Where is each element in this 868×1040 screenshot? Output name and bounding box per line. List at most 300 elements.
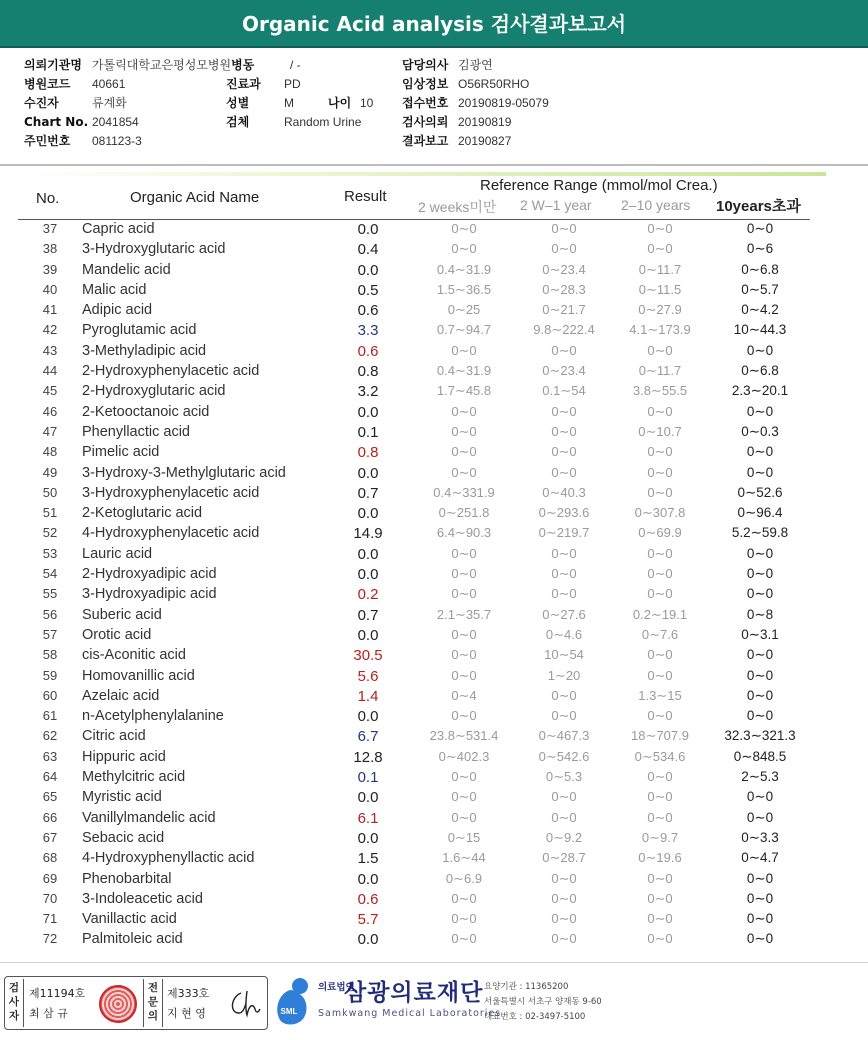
row-number: 70 [42,890,58,906]
ref-under-2-weeks: 0∼0 [451,545,477,561]
acid-name: Malic acid [82,281,147,298]
col-header-no: No. [36,190,60,207]
ref-over-10y: 0∼4.7 [741,850,779,866]
ref-2w-1y: 0.1∼54 [542,383,586,399]
specialist-info [167,984,209,1024]
ref-under-2-weeks: 0∼0 [451,708,477,724]
row-number: 60 [42,687,58,703]
result-value: 0.7 [357,484,379,502]
ref-over-10y: 0∼0 [746,444,774,460]
ref-2-10y: 0∼69.9 [638,525,682,541]
col-header-2-10y: 2–10 years [621,197,691,213]
hospital-code-value: 40661 [92,77,126,91]
tester-number: 제11194호 [29,987,86,1000]
ref-under-2-weeks: 0∼0 [451,566,477,582]
ref-under-2-weeks: 0∼15 [447,829,481,845]
ref-over-10y: 0∼0 [746,647,774,663]
ref-over-10y: 10∼44.3 [733,322,787,338]
table-row [0,645,868,665]
ref-2-10y: 0∼7.6 [641,626,679,642]
acid-name: 2-Hydroxyglutaric acid [82,383,226,400]
ref-over-10y: 2.3∼20.1 [731,383,789,399]
ref-over-10y: 0∼96.4 [737,505,783,521]
request-date-label: 검사의뢰 [402,115,449,129]
ref-under-2-weeks: 1.7∼45.8 [436,383,492,399]
ref-2w-1y: 0∼4.6 [545,626,583,642]
row-number: 46 [42,403,58,419]
ref-2-10y: 0∼0 [647,566,673,582]
row-number: 57 [42,626,58,642]
acid-name: 4-Hydroxyphenylacetic acid [82,525,260,542]
ref-over-10y: 0∼0 [746,221,774,236]
ref-2w-1y: 0∼293.6 [538,505,590,521]
table-row [0,848,868,868]
ref-2w-1y: 0∼0 [551,566,577,582]
sml-logo-icon [272,976,316,1028]
acid-name: Homovanillic acid [82,667,195,684]
report-date-label: 결과보고 [402,134,449,148]
org-tag: 의료법인 [318,982,355,993]
ref-2-10y: 0∼27.9 [638,302,682,318]
acid-name: Palmitoleic acid [82,931,183,948]
ref-under-2-weeks: 1.5∼36.5 [436,281,492,297]
sex-label: 성별 [226,96,250,110]
ref-2w-1y: 0∼0 [551,403,577,419]
ref-2-10y: 1.3∼15 [638,687,682,703]
result-value: 5.6 [357,667,379,685]
row-number: 49 [42,464,58,480]
ref-over-10y: 0∼0 [746,890,774,906]
ref-2-10y: 0∼0 [647,890,673,906]
ref-under-2-weeks: 0∼6.9 [445,870,483,886]
ref-2-10y: 0∼19.6 [638,850,682,866]
result-value: 0.6 [357,890,379,908]
table-row [0,523,868,543]
ref-2-10y: 4.1∼173.9 [629,322,691,338]
col-header-result: Result [344,188,387,205]
ref-2-10y: 0∼0 [647,911,673,927]
acid-name: Vanillactic acid [82,911,177,928]
result-value: 14.9 [353,525,383,543]
ref-2-10y: 0∼0 [647,586,673,602]
ref-2w-1y: 0∼23.4 [542,363,586,379]
acid-name: Vanillylmandelic acid [82,809,216,826]
ref-2w-1y: 0∼0 [551,342,577,358]
ref-under-2-weeks: 0∼0 [451,403,477,419]
ref-2-10y: 0∼10.7 [638,423,682,439]
result-value: 6.7 [357,728,379,746]
ref-2-10y: 0∼534.6 [634,748,686,764]
table-row [0,422,868,442]
acid-name: Citric acid [82,728,146,745]
ref-under-2-weeks: 0∼0 [451,890,477,906]
result-value: 0.8 [357,444,379,462]
ref-2-10y: 0∼0 [647,931,673,947]
ref-2w-1y: 0∼219.7 [538,525,590,541]
resident-no-value: 081123-3 [92,134,142,148]
table-row [0,706,868,726]
col-header-under-2-weeks: 2 weeks미만 [418,199,497,215]
row-number: 51 [42,505,58,521]
acid-name: 3-Hydroxyphenylacetic acid [82,484,260,501]
ref-under-2-weeks: 0∼4 [451,687,477,703]
row-number: 40 [42,281,58,297]
ref-under-2-weeks: 23.8∼531.4 [429,728,499,744]
result-value: 1.5 [357,850,379,868]
row-number: 72 [42,931,58,947]
table-row [0,726,868,746]
ref-over-10y: 0∼0 [746,566,774,582]
row-number: 44 [42,363,58,379]
row-number: 48 [42,444,58,460]
col-header-over-10y: 10years초과 [716,198,801,215]
result-value: 0.0 [357,870,379,888]
result-value: 30.5 [353,647,383,665]
table-row [0,442,868,462]
row-number: 69 [42,870,58,886]
result-value: 0.5 [357,281,379,299]
report-title: Organic Acid analysis 검사결과보고서 [0,0,868,48]
ref-2-10y: 0.2∼19.1 [632,606,688,622]
result-value: 0.0 [357,829,379,847]
ref-under-2-weeks: 0∼0 [451,423,477,439]
ref-under-2-weeks: 0∼0 [451,464,477,480]
result-value: 0.0 [357,505,379,523]
ref-2w-1y: 0∼21.7 [542,302,586,318]
table-row [0,869,868,889]
results-table [0,219,868,950]
table-row [0,483,868,503]
specimen-value: Random Urine [284,115,362,129]
row-number: 68 [42,850,58,866]
ref-2-10y: 0∼0 [647,647,673,663]
patient-info-right [402,56,842,151]
table-row [0,564,868,584]
row-number: 66 [42,809,58,825]
tester-name: 최 삼 규 [29,1007,68,1020]
table-row [0,808,868,828]
ref-over-10y: 0∼0 [746,809,774,825]
ref-2w-1y: 0∼5.3 [545,769,583,785]
ref-2-10y: 0∼0 [647,464,673,480]
acid-name: Capric acid [82,221,155,237]
acid-name: Phenyllactic acid [82,423,190,440]
result-value: 0.0 [357,261,379,279]
col-header-name: Organic Acid Name [130,189,260,206]
row-number: 63 [42,748,58,764]
cert-divider [23,979,24,1027]
acid-name: Lauric acid [82,545,153,562]
row-number: 61 [42,708,58,724]
ref-over-10y: 0∼0 [746,342,774,358]
ref-2-10y: 0∼0 [647,809,673,825]
ref-under-2-weeks: 0∼0 [451,342,477,358]
resident-no-label: 주민번호 [24,134,71,148]
acid-name: 3-Indoleacetic acid [82,890,203,907]
ref-over-10y: 0∼0 [746,464,774,480]
result-value: 0.0 [357,931,379,949]
table-row [0,341,868,361]
ref-over-10y: 0∼6.8 [741,261,779,277]
red-seal-stamp [99,985,137,1023]
org-code: 요양기관 : 11365200 [484,982,569,992]
row-number: 67 [42,829,58,845]
ward-label: 병동 [231,58,255,72]
result-value: 1.4 [357,687,379,705]
result-value: 0.0 [357,626,379,644]
tester-label: 검사자 [8,982,20,1022]
ref-over-10y: 0∼0.3 [741,423,779,439]
footer [0,972,868,1034]
ref-2-10y: 0∼0 [647,403,673,419]
ref-over-10y: 0∼3.3 [741,829,779,845]
ref-2-10y: 0∼11.7 [638,261,682,277]
ref-2w-1y: 0∼28.7 [542,850,586,866]
row-number: 41 [42,302,58,318]
table-row [0,584,868,604]
patient-info-left [24,56,404,151]
table-row [0,300,868,320]
doctor-label: 담당의사 [402,58,449,72]
ref-2w-1y: 0∼467.3 [538,728,590,744]
institution-value: 가톨릭대학교은평성모병원 [92,58,232,72]
row-number: 64 [42,769,58,785]
ref-over-10y: 0∼6 [746,241,774,257]
ref-2w-1y: 0∼0 [551,789,577,805]
ref-over-10y: 2∼5.3 [741,769,779,785]
table-row [0,747,868,767]
hospital-code-label: 병원코드 [24,77,71,91]
row-number: 58 [42,647,58,663]
ref-2-10y: 0∼0 [647,667,673,683]
receipt-no-value: 20190819-05079 [458,96,549,110]
table-row [0,219,868,239]
ref-2w-1y: 0∼0 [551,444,577,460]
table-row [0,605,868,625]
ref-over-10y: 0∼4.2 [741,302,779,318]
ref-over-10y: 0∼0 [746,911,774,927]
ref-over-10y: 0∼848.5 [733,748,787,764]
result-value: 0.0 [357,708,379,726]
ref-under-2-weeks: 0∼402.3 [438,748,490,764]
ref-2-10y: 0∼0 [647,789,673,805]
ref-under-2-weeks: 1.6∼44 [442,850,486,866]
specialist-label: 전문의 [147,982,159,1022]
result-value: 0.0 [357,566,379,584]
report-date-value: 20190827 [458,134,512,148]
table-row [0,260,868,280]
ref-2w-1y: 0∼0 [551,423,577,439]
row-number: 45 [42,383,58,399]
table-row [0,402,868,422]
row-number: 38 [42,241,58,257]
tester-info [29,984,85,1024]
ref-over-10y: 0∼5.7 [741,281,779,297]
table-row [0,889,868,909]
row-number: 53 [42,545,58,561]
row-number: 62 [42,728,58,744]
ref-2-10y: 0∼0 [647,708,673,724]
patient-label: 수진자 [24,96,59,110]
ref-over-10y: 0∼0 [746,789,774,805]
org-english-name: Samkwang Medical Laboratories [318,1008,502,1019]
ref-2-10y: 18∼707.9 [631,728,689,744]
ref-under-2-weeks: 0.4∼31.9 [436,261,492,277]
ward-value: / - [290,58,301,72]
result-value: 0.1 [357,769,379,787]
acid-name: Phenobarbital [82,870,172,887]
table-row [0,280,868,300]
ref-under-2-weeks: 0∼0 [451,626,477,642]
ref-under-2-weeks: 0∼0 [451,809,477,825]
result-value: 12.8 [353,748,383,766]
specialist-number: 제333호 [167,987,210,1000]
ref-over-10y: 32.3∼321.3 [724,728,796,744]
ref-2-10y: 0∼11.7 [638,363,682,379]
ref-2-10y: 0∼11.5 [638,281,682,297]
acid-name: Adipic acid [82,302,153,319]
patient-value: 류계화 [92,96,127,110]
ref-2-10y: 0∼0 [647,769,673,785]
row-number: 50 [42,484,58,500]
acid-name: 2-Hydroxyphenylacetic acid [82,363,260,380]
row-number: 42 [42,322,58,338]
acid-name: Azelaic acid [82,687,160,704]
ref-2w-1y: 9.8∼222.4 [533,322,595,338]
table-row [0,239,868,259]
acid-name: 2-Ketoglutaric acid [82,505,203,522]
ref-2w-1y: 0∼0 [551,221,577,236]
col-header-2w-1y: 2 W–1 year [520,197,592,213]
row-number: 56 [42,606,58,622]
acid-name: 3-Hydroxyadipic acid [82,586,217,603]
ref-2w-1y: 0∼542.6 [538,748,590,764]
department-value: PD [284,77,301,91]
acid-name: Orotic acid [82,626,152,643]
acid-name: 3-Hydroxy-3-Methylglutaric acid [82,464,286,481]
ref-2-10y: 3.8∼55.5 [632,383,688,399]
sex-value: M [284,96,294,110]
ref-2w-1y: 0∼0 [551,241,577,257]
table-row [0,320,868,340]
acid-name: 4-Hydroxyphenyllactic acid [82,850,255,867]
acid-name: Sebacic acid [82,829,165,846]
ref-under-2-weeks: 0∼0 [451,667,477,683]
acid-name: Methylcitric acid [82,769,186,786]
result-value: 6.1 [357,809,379,827]
result-value: 0.6 [357,342,379,360]
ref-2w-1y: 0∼0 [551,911,577,927]
table-row [0,381,868,401]
row-number: 65 [42,789,58,805]
table-row [0,767,868,787]
clinical-info-value: O56R50RHO [458,77,530,91]
age-value: 10 [360,96,374,110]
table-row [0,666,868,686]
age-label: 나이 [328,96,352,110]
ref-2-10y: 0∼9.7 [641,829,679,845]
ref-over-10y: 0∼0 [746,667,774,683]
ref-over-10y: 0∼52.6 [737,484,783,500]
footer-divider [0,962,868,963]
ref-2w-1y: 0∼40.3 [542,484,586,500]
ref-2w-1y: 0∼0 [551,931,577,947]
col-header-reference: Reference Range (mmol/mol Crea.) [480,177,718,194]
specimen-label: 검체 [226,115,250,129]
acid-name: Pyroglutamic acid [82,322,197,339]
clinical-info-label: 임상정보 [402,77,449,91]
table-row [0,828,868,848]
row-number: 55 [42,586,58,602]
chart-no-label: Chart No. [24,115,89,129]
ref-2w-1y: 0∼23.4 [542,261,586,277]
table-row [0,909,868,929]
ref-over-10y: 0∼0 [746,586,774,602]
ref-under-2-weeks: 0∼0 [451,931,477,947]
result-value: 0.0 [357,464,379,482]
result-value: 3.2 [357,383,379,401]
ref-under-2-weeks: 0∼0 [451,444,477,460]
ref-under-2-weeks: 0∼0 [451,241,477,257]
ref-over-10y: 0∼0 [746,403,774,419]
table-row [0,625,868,645]
ref-2w-1y: 0∼9.2 [545,829,583,845]
ref-2-10y: 0∼0 [647,444,673,460]
ref-2w-1y: 0∼0 [551,870,577,886]
result-value: 0.0 [357,403,379,421]
row-number: 59 [42,667,58,683]
acid-name: 3-Methyladipic acid [82,342,207,359]
row-number: 54 [42,566,58,582]
ref-2w-1y: 0∼0 [551,708,577,724]
result-value: 3.3 [357,322,379,340]
result-value: 5.7 [357,911,379,929]
ref-2-10y: 0∼0 [647,241,673,257]
ref-2w-1y: 0∼27.6 [542,606,586,622]
ref-under-2-weeks: 0∼251.8 [438,505,490,521]
signature-icon [227,987,263,1019]
ref-2w-1y: 0∼28.3 [542,281,586,297]
row-number: 71 [42,911,58,927]
acid-name: n-Acetylphenylalanine [82,708,224,725]
acid-name: Myristic acid [82,789,162,806]
acid-name: cis-Aconitic acid [82,647,186,664]
row-number: 37 [42,221,58,236]
table-row [0,463,868,483]
acid-name: Pimelic acid [82,444,160,461]
chart-no-value: 2041854 [92,115,139,129]
result-value: 0.0 [357,545,379,563]
institution-label: 의뢰기관명 [24,58,82,72]
result-value: 0.0 [357,789,379,807]
result-value: 0.0 [357,221,379,238]
ref-2-10y: 0∼0 [647,870,673,886]
ref-under-2-weeks: 0∼0 [451,586,477,602]
org-phone: 대표번호 : 02-3497-5100 [484,1012,586,1022]
org-name: 삼광의료재단 [344,980,484,1006]
row-number: 47 [42,423,58,439]
acid-name: 2-Hydroxyadipic acid [82,566,217,583]
table-row [0,929,868,949]
ref-2w-1y: 0∼0 [551,586,577,602]
table-row [0,544,868,564]
ref-2w-1y: 0∼0 [551,545,577,561]
accent-divider [16,172,826,176]
ref-under-2-weeks: 0.4∼331.9 [433,484,495,500]
ref-over-10y: 0∼8 [746,606,774,622]
ref-2-10y: 0∼0 [647,342,673,358]
ref-over-10y: 0∼3.1 [741,626,779,642]
